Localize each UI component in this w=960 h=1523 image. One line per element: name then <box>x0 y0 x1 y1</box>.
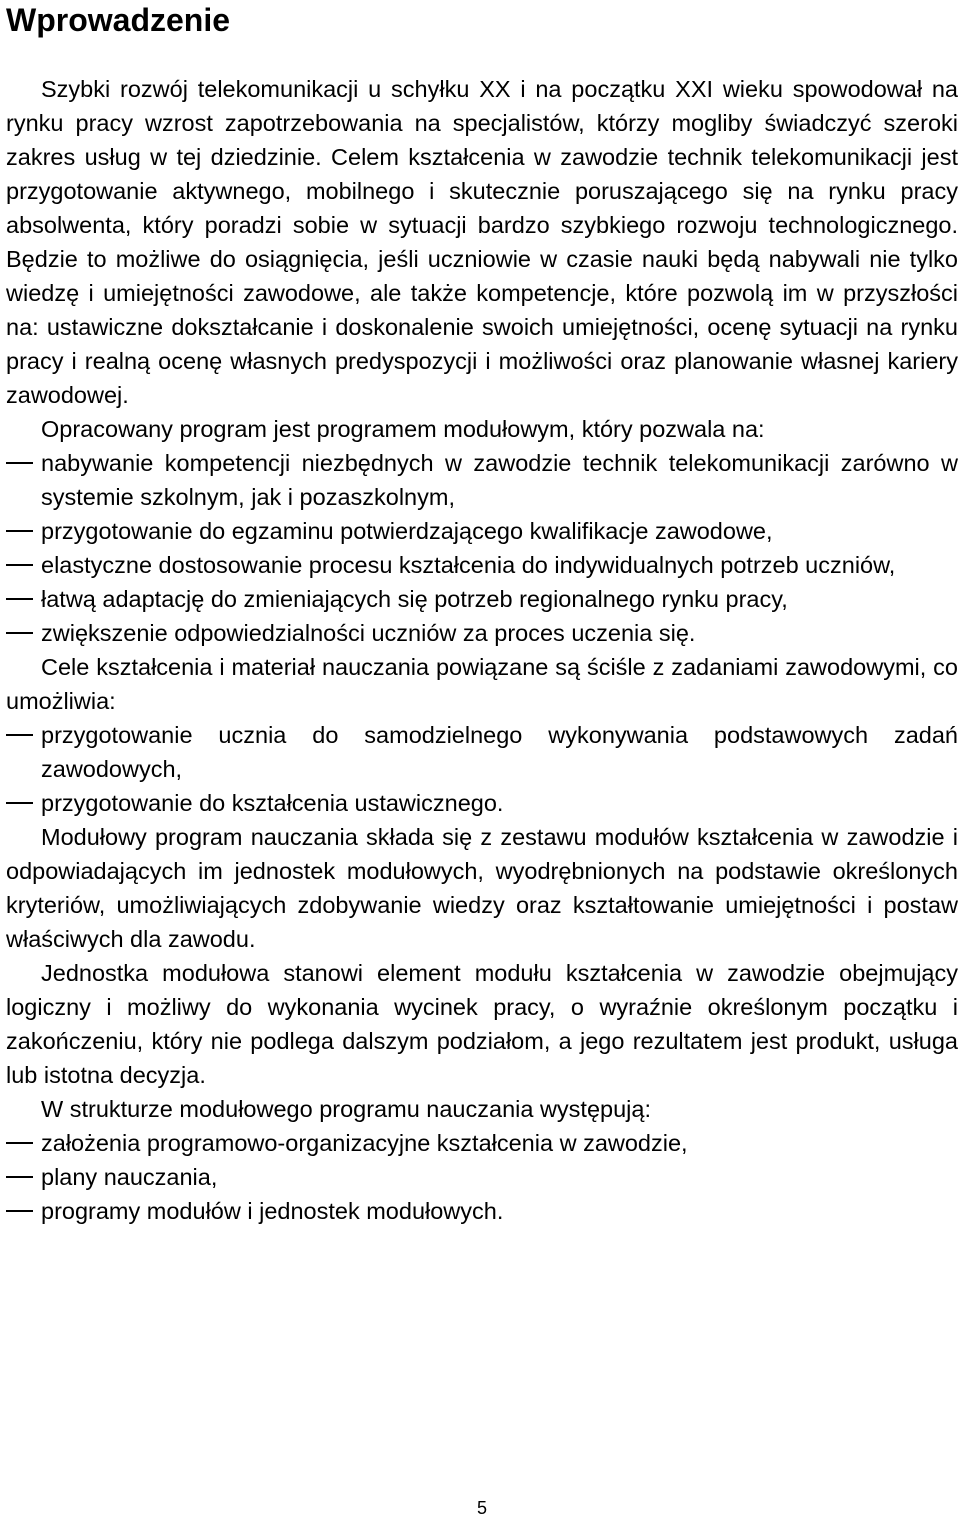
paragraph-program: Opracowany program jest programem modułowym, który pozwala na: <box>41 416 765 442</box>
section-heading: Wprowadzenie <box>6 2 231 38</box>
paragraph-modular: Modułowy program nauczania składa się z zestawu modułów kształcenia w zawodzie i odpowiadających im jednostek modułowych, wyodrębnionych na podstawie określonych kryteriów, umożliwiających zdobywanie wiedzy oraz kształtowanie umiejętności i postaw właściwych dla zawodu. <box>6 824 958 952</box>
list-item: zwiększenie odpowiedzialności uczniów za proces uczenia się. <box>6 616 958 650</box>
document-body <box>6 72 958 1228</box>
list-item: nabywanie kompetencji niezbędnych w zawodzie technik telekomunikacji zarówno w systemie szkolnym, jak i pozaszkolnym, <box>6 446 958 514</box>
list-item: przygotowanie do egzaminu potwierdzającego kwalifikacje zawodowe, <box>6 514 958 548</box>
list-item: przygotowanie do kształcenia ustawicznego. <box>6 786 958 820</box>
list-goals-enable <box>6 718 958 820</box>
list-item: programy modułów i jednostek modułowych. <box>6 1194 958 1228</box>
list-item: plany nauczania, <box>6 1160 958 1194</box>
list-structure <box>6 1126 958 1228</box>
list-item: przygotowanie ucznia do samodzielnego wykonywania podstawowych zadań zawodowych, <box>6 718 958 786</box>
paragraph-structure: W strukturze modułowego programu nauczania występują: <box>41 1096 651 1122</box>
paragraph-unit: Jednostka modułowa stanowi element modułu kształcenia w zawodzie obejmujący logiczny i możliwy do wykonania wycinek pracy, o wyraźnie określonym początku i zakończeniu, który nie podlega dalszym podziałom, a jego rezultatem jest produkt, usługa lub istotna decyzja. <box>6 960 958 1088</box>
list-program-allows <box>6 446 958 650</box>
paragraph-goals: Cele kształcenia i materiał nauczania powiązane są ściśle z zadaniami zawodowymi, co umożliwia: <box>6 654 958 714</box>
page-number: 5 <box>476 1498 487 1518</box>
list-item: elastyczne dostosowanie procesu kształcenia do indywidualnych potrzeb uczniów, <box>6 548 958 582</box>
list-item: założenia programowo-organizacyjne kształcenia w zawodzie, <box>6 1126 958 1160</box>
document-page <box>6 0 958 1523</box>
paragraph-intro: Szybki rozwój telekomunikacji u schyłku XX i na początku XXI wieku spowodował na rynku pracy wzrost zapotrzebowania na specjalistów, którzy mogliby świadczyć szeroki zakres usług w tej dziedzinie. Celem kształcenia w zawodzie technik telekomunikacji jest przygotowanie aktywnego, mobilnego i skutecznie poruszającego się na rynku pracy absolwenta, który poradzi sobie w sytuacji bardzo szybkiego rozwoju technologicznego. Będzie to możliwe do osiągnięcia, jeśli uczniowie w czasie nauki będą nabywali nie tylko wiedzę i umiejętności zawodowe, ale także kompetencje, które pozwolą im w przyszłości na: ustawiczne dokształcanie i doskonalenie swoich umiejętności, ocenę sytuacji na rynku pracy i realną ocenę własnych predyspozycji i możliwości oraz planowanie własnej kariery zawodowej. <box>6 76 958 408</box>
list-item: łatwą adaptację do zmieniających się potrzeb regionalnego rynku pracy, <box>6 582 958 616</box>
